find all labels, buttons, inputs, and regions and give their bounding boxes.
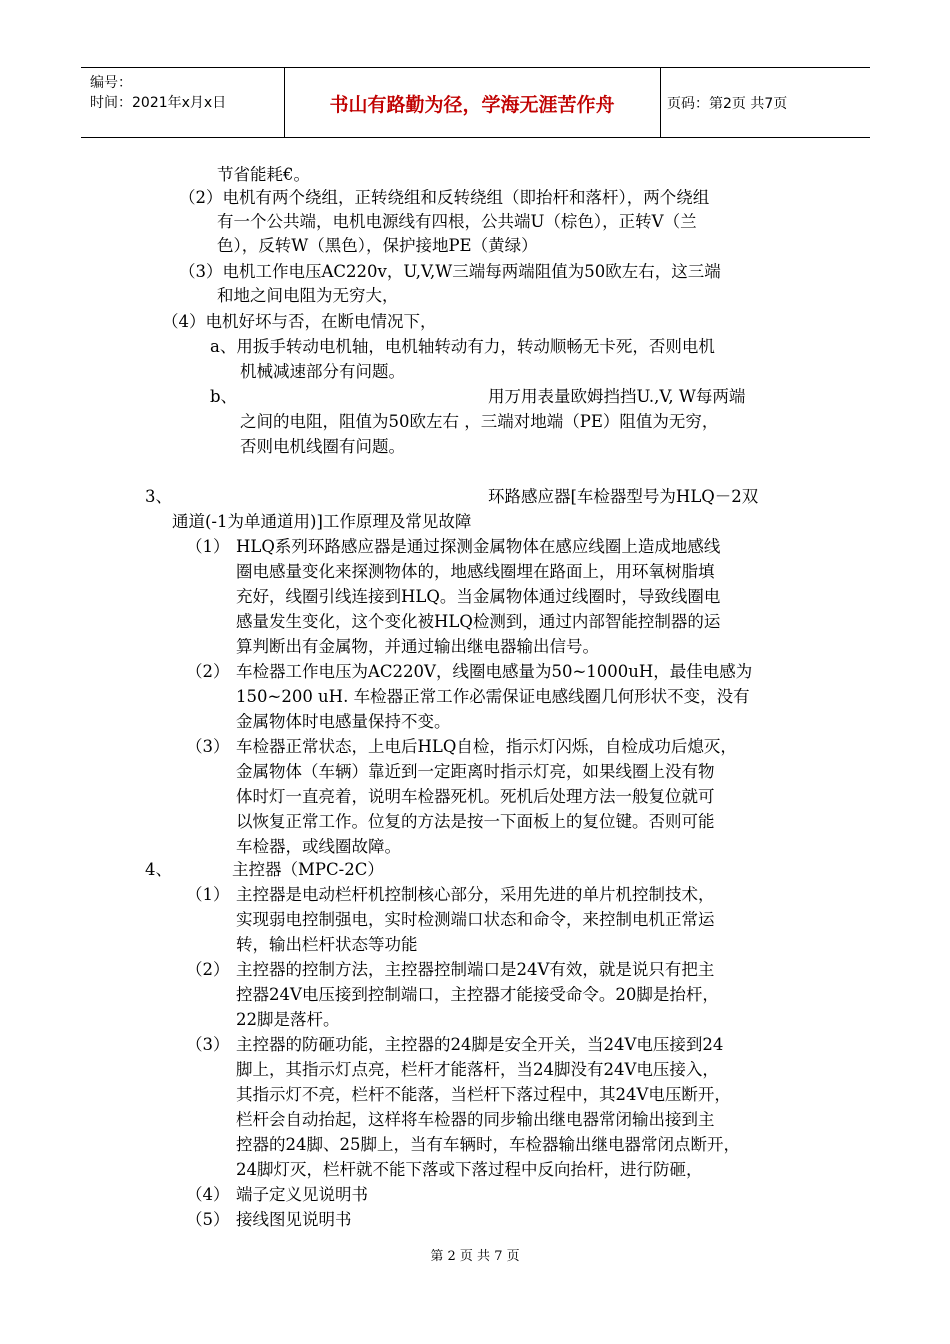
text-line: 和地之间电阻为无穷大，	[217, 286, 399, 305]
text-line: 圈电感量变化来探测物体的，地感线圈埋在路面上，用环氧树脂填	[236, 562, 715, 581]
text-line: 体时灯一直亮着，说明车检器死机。死机后处理方法一般复位就可	[236, 787, 715, 806]
text-line: 150~200 uH. 车检器正常工作必需保证电感线圈几何形状不变，没有	[236, 687, 750, 706]
text-line: 接线图见说明书	[236, 1210, 352, 1229]
list-marker: b、	[210, 387, 238, 406]
text-line: 其指示灯不亮，栏杆不能落，当栏杆下落过程中，其24V电压断开，	[236, 1085, 731, 1104]
page-header	[81, 67, 870, 138]
text-line: 端子定义见说明书	[236, 1185, 368, 1204]
text-line: 以恢复正常工作。位复的方法是按一下面板上的复位键。否则可能	[236, 812, 715, 831]
text-line: 节省能耗€。	[217, 165, 310, 184]
list-marker: （2）	[186, 662, 230, 681]
text-line: 车检器，或线圈故障。	[236, 837, 401, 856]
text-line: 否则电机线圈有问题。	[240, 437, 405, 456]
text-line: 主控器的防砸功能，主控器的24脚是安全开关，当24V电压接到24	[236, 1035, 724, 1054]
text-line: 车检器正常状态，上电后HLQ自检，指示灯闪烁，自检成功后熄灭，	[236, 737, 737, 756]
text-line: 色），反转W（黑色），保护接地PE（黄绿）	[217, 236, 538, 255]
doc-date-label: 时间：2021年x月x日	[90, 95, 227, 111]
text-line: 主控器的控制方法，主控器控制端口是24V有效，就是说只有把主	[236, 960, 715, 979]
text-line: 栏杆会自动抬起，这样将车检器的同步输出继电器常闭输出接到主	[236, 1110, 715, 1129]
header-divider	[660, 68, 661, 137]
text-line: 机械减速部分有问题。	[240, 362, 405, 381]
header-page-label: 页码：第2页 共7页	[667, 96, 788, 112]
text-line: 金属物体时电感量保持不变。	[236, 712, 451, 731]
text-line: HLQ系列环路感应器是通过探测金属物体在感应线圈上造成地感线	[236, 537, 721, 556]
text-line: 金属物体（车辆）靠近到一定距离时指示灯亮，如果线圈上没有物	[236, 762, 715, 781]
list-marker: （3）	[186, 1035, 230, 1054]
text-line: （4）电机好坏与否，在断电情况下，	[162, 312, 437, 331]
text-line: 算判断出有金属物，并通过输出继电器输出信号。	[236, 637, 599, 656]
text-line: 实现弱电控制强电，实时检测端口状态和命令，来控制电机正常运	[236, 910, 715, 929]
text-line: 充好，线圈引线连接到HLQ。当金属物体通过线圈时，导致线圈电	[236, 587, 721, 606]
text-line: 转，输出栏杆状态等功能	[236, 935, 418, 954]
doc-number-label: 编号：	[90, 75, 132, 91]
text-line: 用万用表量欧姆挡挡U.,V, W每两端	[488, 387, 746, 406]
text-line: 脚上，其指示灯点亮，栏杆才能落杆，当24脚没有24V电压接入，	[236, 1060, 719, 1079]
list-marker: （3）	[186, 737, 230, 756]
section-heading: 通道(-1为单通道用)]工作原理及常见故障	[172, 512, 472, 531]
text-line: 24脚灯灭，栏杆就不能下落或下落过程中反向抬杆，进行防砸，	[236, 1160, 703, 1179]
text-line: （3）电机工作电压AC220v，U,V,W三端每两端阻值为50欧左右，这三端	[179, 262, 721, 281]
header-motto: 书山有路勤为径，学海无涯苦作舟	[329, 94, 615, 116]
text-line: 车检器工作电压为AC220V，线圈电感量为50~1000uH，最佳电感为	[236, 662, 753, 681]
section-heading: 环路感应器[车检器型号为HLQ－2双	[488, 487, 759, 506]
list-marker: （1）	[186, 885, 230, 904]
section-heading: 主控器（MPC-2C）	[232, 860, 384, 879]
section-number: 3、	[145, 487, 172, 506]
text-line: a、用扳手转动电机轴，电机轴转动有力，转动顺畅无卡死，否则电机	[210, 337, 715, 356]
text-line: 之间的电阻，阻值为50欧左右 ，三端对地端（PE）阻值为无穷，	[240, 412, 719, 431]
text-line: 主控器是电动栏杆机控制核心部分，采用先进的单片机控制技术，	[236, 885, 715, 904]
text-line: （2）电机有两个绕组，正转绕组和反转绕组（即抬杆和落杆），两个绕组	[179, 188, 710, 207]
section-number: 4、	[145, 860, 172, 879]
text-line: 有一个公共端，电机电源线有四根，公共端U（棕色），正转V（兰	[217, 212, 697, 231]
list-marker: （1）	[186, 537, 230, 556]
page-footer: 第 2 页 共 7 页	[430, 1249, 520, 1264]
text-line: 控器的24脚、25脚上，当有车辆时，车检器输出继电器常闭点断开，	[236, 1135, 740, 1154]
header-meta	[90, 73, 226, 113]
text-line: 感量发生变化，这个变化被HLQ检测到，通过内部智能控制器的运	[236, 612, 721, 631]
text-line: 22脚是落杆。	[236, 1010, 340, 1029]
list-marker: （4）	[186, 1185, 230, 1204]
list-marker: （2）	[186, 960, 230, 979]
list-marker: （5）	[186, 1210, 230, 1229]
text-line: 控器24V电压接到控制端口，主控器才能接受命令。20脚是抬杆，	[236, 985, 719, 1004]
